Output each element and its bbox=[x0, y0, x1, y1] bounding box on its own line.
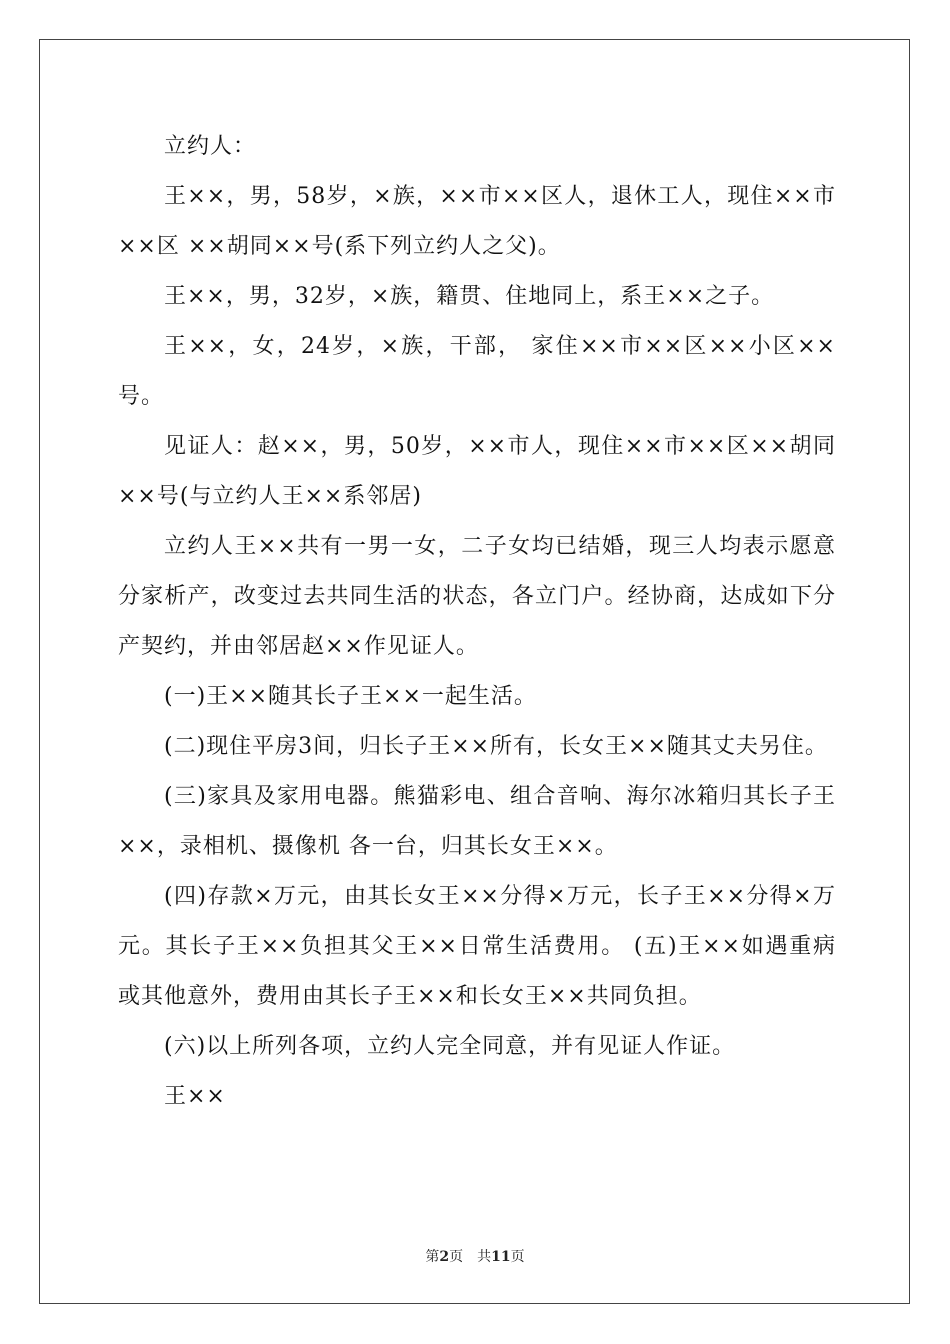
paragraph-clause-2: (二)现住平房3间，归长子王××所有，长女王××随其丈夫另住。 bbox=[164, 734, 828, 759]
paragraph-clause-1: (一)王××随其长子王××一起生活。 bbox=[164, 684, 537, 709]
current-page-number: 2 bbox=[439, 1249, 450, 1265]
footer-suffix: 页 bbox=[510, 1249, 525, 1265]
paragraph-clause-3: (三)家具及家用电器。熊猫彩电、组合音响、海尔冰箱归其长子王××，录相机、摄像机 各一台，归其长女王××。 bbox=[118, 784, 836, 859]
paragraph-party-son: 王××，男，32岁，×族，籍贯、住地同上，系王××之子。 bbox=[164, 284, 775, 309]
paragraph-party-father: 王××，男，58岁，×族，××市××区人，退休工人，现住××市××区 ××胡同××号(系下列立约人之父)。 bbox=[118, 184, 836, 259]
paragraph-preamble: 立约人王××共有一男一女，二子女均已结婚，现三人均表示愿意分家析产，改变过去共同生活的状态，各立门户。经协商，达成如下分产契约，并由邻居赵××作见证人。 bbox=[118, 534, 836, 659]
paragraph-parties-heading: 立约人： bbox=[164, 134, 257, 159]
paragraph-party-daughter: 王××，女，24岁，×族，干部， 家住××市××区××小区××号。 bbox=[118, 334, 836, 409]
total-pages-number: 11 bbox=[491, 1249, 511, 1265]
paragraph-clause-4-5: (四)存款×万元，由其长女王××分得×万元，长子王××分得×万元。其长子王××负担其父王××日常生活费用。 (五)王××如遇重病或其他意外，费用由其长子王××和长女王××共同负担。 bbox=[118, 884, 836, 1009]
footer-mid: 页 共 bbox=[449, 1249, 492, 1265]
paragraph-clause-6: (六)以上所列各项，立约人完全同意，并有见证人作证。 bbox=[164, 1034, 736, 1059]
paragraph-signature: 王×× bbox=[164, 1084, 226, 1109]
footer-prefix: 第 bbox=[425, 1249, 440, 1265]
page-footer bbox=[0, 1248, 950, 1266]
paragraph-witness: 见证人：赵××，男，50岁，××市人，现住××市××区××胡同××号(与立约人王××系邻居) bbox=[118, 434, 836, 509]
document-body bbox=[118, 122, 836, 1122]
